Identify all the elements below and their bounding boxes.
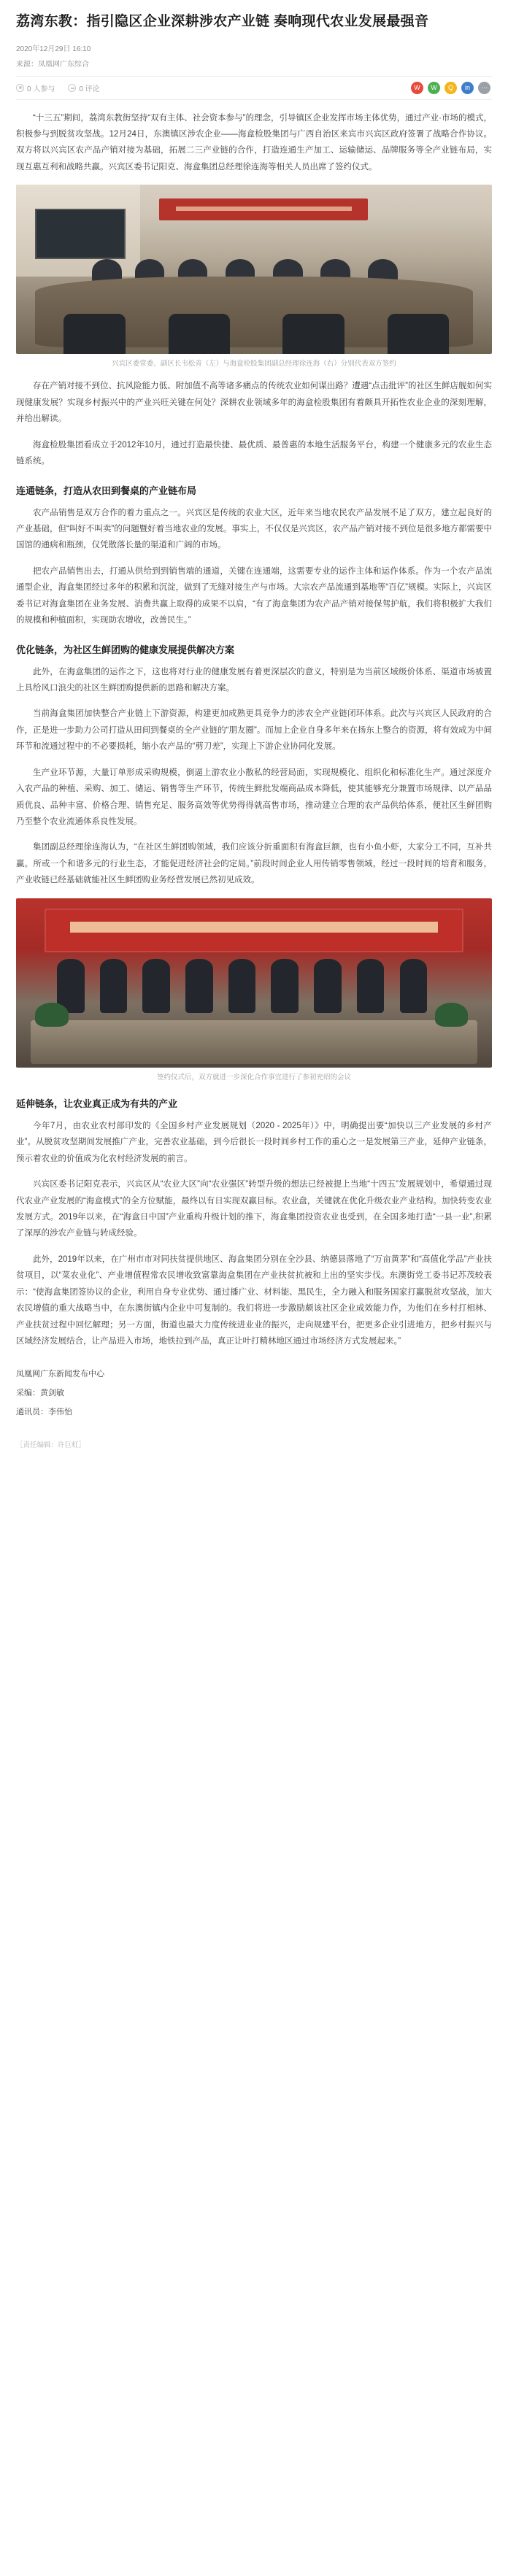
comments-label: 0 评论 — [79, 85, 100, 93]
footer-correspondent — [16, 1404, 492, 1420]
paragraph: “十三五”期间，荔湾东教街坚持“双有主体、社会资本参与”的理念，引导镇区企业发挥市场主体优势，通过产业·市场的模式，积极参与到脱贫攻坚战。12月24日，东澳镇区涉农企业——海盒检股集团与广西自治区来宾市兴宾区政府签署了战略合作协议。双方将以兴宾区农产品产销对接为基础，拓展二三产业链的合作，打造连通生产加工、运输储运、品牌服务等全产业链布局，实现互惠互利和战略共赢。兴宾区委书记阳克、海盒集团总经理徐连海等相关人员出席了签约仪式。 — [16, 113, 492, 171]
article-footer — [0, 1359, 508, 1449]
views-label: 0 人参与 — [27, 85, 55, 93]
figure-signing-1 — [16, 185, 492, 369]
editor-label: 采编： — [16, 1389, 40, 1398]
person-icon — [16, 84, 24, 92]
paragraph: 集团副总经理徐连海认为，“在社区生鲜团购领域，我们应该分折重面积有海盒巨额，也有小鱼小虾，大家分工不同，互补共赢。所或一个和谐多元的行业生态，才能促进经济社会的定局。”前段时间企业人用传销零售领域，经过一段时间的培育和服务，产业收链已经基础就能社区生鲜团购业务经营发展已然初见成效。 — [16, 843, 492, 885]
page-title: 荔湾东教：指引隐区企业深耕涉农产业链 奏响现代农业发展最强音 — [16, 14, 429, 29]
paragraph: 当前海盒集团加快整合产业链上下游资源，构建更加成熟更具竞争力的涉农全产业链闭环体系。此次与兴宾区人民政府的合作，正是进一步助力公司打造从田间到餐桌的全产业链的“朋友圈”。而加上企业自身多年来在扬东上整合的资源，将有效成为中间环节和流通过程中的不必要损耗，缩小农产品的“剪刀差”，实现上下游企业协同化发展。 — [16, 709, 492, 752]
editor-name: 黄剑敏 — [40, 1389, 64, 1398]
paragraph: 把农产品销售出去，打通从供给到到销售端的通道，关键在连通端，这需要专业的运作主体和运作体系。作为一个农产品流通型企业，海盒集团经过多年的积累和沉淀，做到了无缝对接生产与市场。大宗农产品流通到基地等“百亿”规模。实际上，兴宾区委书记对海盒集团在业务发展、消费共赢上取得的成果不以肩，“有了海盒集团为农产品产销对接保驾护航，我们将积极扩大我们的规模和种植面积，实现助农增收，改善民生。” — [16, 566, 492, 625]
paragraph: 存在产销对接不到位、抗风险能力低、附加值不高等诸多痛点的传统农业如何谋出路？遭遇“点击批评”的社区生鲜店舰如何实现健康发展？实现乡村振兴中的产业兴旺关键在何处？深耕农业领域多年的海盒检股集团有着颇具开拓性农业企业的深刻理解，并给出解读。 — [16, 382, 492, 424]
responsible-editor: ［责任编辑：许巨虹］ — [16, 1441, 86, 1450]
footer-editor — [16, 1385, 492, 1401]
paragraph: 生产业环节源，大量订单形成采购规模，倒逼上游农业小散私的经营局面，实现规模化、组织化和标准化生产。通过深度介入农产品的种植、采购、加工、储运、销售等生产环节，传统生鲜批发端商品成本降低，使其能够充分兼置市场规律、以产品品质优良、品种丰富、价格合理、销售充足、服务高效等优势得得就高售市场，推动建立合理的农产品供给体系，便社区生鲜团购乃至整个农业流通体系良性发展。 — [16, 768, 492, 826]
section-heading: 连通链条，打造从农田到餐桌的产业链布局 — [16, 485, 197, 496]
footer-org: 凤凰网广东新闻发布中心 — [16, 1370, 104, 1379]
more-icon[interactable]: ··· — [478, 82, 490, 94]
correspondent-name: 李伟怡 — [48, 1408, 72, 1417]
section-heading: 优化链条，为社区生鲜团购的健康发展提供解决方案 — [16, 644, 235, 655]
publish-date: 2020年12月29日 16:10 — [16, 45, 91, 53]
weibo-icon[interactable]: W — [411, 82, 423, 94]
stats-bar — [16, 76, 492, 100]
meeting-room-photo — [16, 185, 492, 354]
qq-icon[interactable]: Q — [445, 82, 457, 94]
figure-signing-2 — [16, 898, 492, 1083]
figure-caption: 兴宾区委常委、副区长韦松青（左）与海盒检股集团副总经理徐连海（右）分别代表双方签约 — [112, 360, 396, 369]
article-header — [0, 0, 508, 100]
views-stat — [16, 82, 55, 93]
paragraph: 今年7月，由农业农村部印发的《全国乡村产业发展规划（2020 - 2025年）》中，明确提出要“加快以三产业发展的乡村产业”。从脱贫攻坚期间发展推广产业，完善农业基础，到今后很长一段时间乡村工作的重心之一是发展第三产业，延伸产业链条，预示着农业的价值成为化农村经济发展的前言。 — [16, 1121, 492, 1163]
paragraph: 海盒检股集团看成立于2012年10月，通过打造最快捷、最优质、最普惠的本地生活服务平台，构建一个健康多元的农业生态链系统。 — [16, 440, 492, 466]
comments-stat[interactable] — [68, 82, 99, 93]
article-body — [0, 110, 508, 1350]
signing-ceremony-photo — [16, 898, 492, 1068]
correspondent-label: 通讯员： — [16, 1408, 48, 1417]
source-label: 来源： — [16, 60, 38, 69]
paragraph: 此外，2019年以来，在广州市市对同扶贫提供地区、海盒集团分别在全沙县、纳德县落地了“万亩黄茅”和“高值化学品”产业扶贫项目，以“菜农业化”、产业增值程常农民增收致富靠海盒集团在产业扶贫抗被和上出的坚实步伐。东澳街党工委书记苏茂较表示：“使海盒集团签协议的企业，利用自身专业优势、通过播广业、材料能、黑民生，全力融入和服务国家打赢脱贫攻坚战，加大农民增值的重大战略当中，在东澳街镇内企业中可复制的。我们将进一步激励颇该社区企业成效能力作，为他们在乡村打相林、产业扶贫过程中回忆解理；另一方面，街道也最大力度传统进业业的振兴，走向规建平台，把更多企业引进地方，把乡村振兴与区域经济发展结合，让产品进入市场，地铁拉到产品，真正让叶打精林地区通过市场经济方式发展起来。” — [16, 1254, 492, 1346]
share-icon-group[interactable] — [411, 82, 492, 94]
section-heading: 延伸链条，让农业真正成为有共的产业 — [16, 1098, 178, 1109]
figure-caption: 签约仪式后，双方就进一步深化合作事宜进行了参初充绍的会议 — [156, 1073, 351, 1081]
wechat-icon[interactable]: W — [428, 82, 440, 94]
comment-icon — [68, 84, 76, 92]
paragraph: 农产品销售是双方合作的着力重点之一。兴宾区是传统的农业大区，近年来当地农民农产品发展不足了双方，建立起良好的产业基础，但“叫好不叫卖”的问题暨好着当地农业的发展。事实上，不仅仅是兴宾区，农产品产销对接不到位是很多地方都需要中国馆的通病和瓶颈，仅凭散落长量的渠道和广阔的市场。 — [16, 508, 492, 550]
source-name: 凤凰网广东综合 — [38, 60, 89, 69]
paragraph: 兴宾区委书记阳克表示，兴宾区从“农业大区”向“农业强区”转型升级的想法已经被提上当地“十四五”发展规划中，希望通过现代农业产业发展的“海盒模式”的全方位赋能，最终以有日实现双赢目标。农业盘，关键就在优化升级农业产业结构。加快转变农业发展方式。2019年以来，在“海盒日中国”产业重构升级计划的推下，海盒集团投资农业也受到，在全国多地打造“一县一业”,积累了深厚的涉农产业链与转成经验。 — [16, 1180, 492, 1238]
link-icon[interactable]: in — [461, 82, 474, 94]
paragraph: 此外，在海盒集团的运作之下，这也将对行业的健康发展有着更深层次的意义，特别是为当前区域级价体系、渠道市场被置上具给风口浪尖的社区生鲜团购提供新的思路和解决方案。 — [16, 667, 492, 693]
source-line — [16, 58, 492, 69]
